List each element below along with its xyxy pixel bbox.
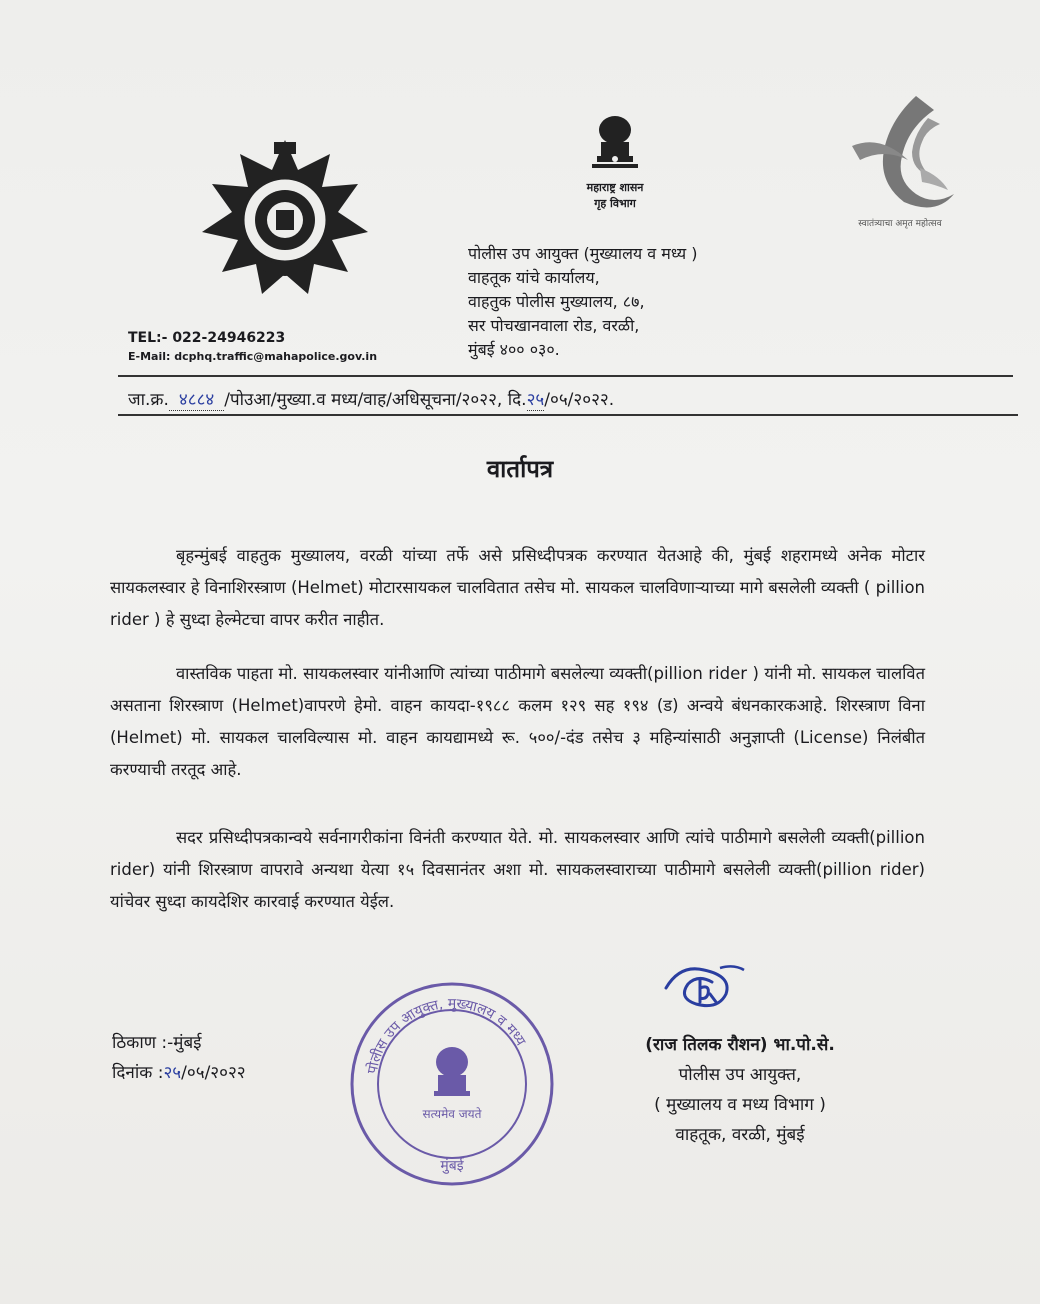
place-date-block	[112, 1028, 246, 1088]
paragraph-text: वास्तविक पाहता मो. सायकलस्वार यांनीआणि त्यांच्या पाठीमागे बसलेल्या व्यक्ती(pillion rider ) यांनी मो. सायकल चालवित असताना शिरस्त्राण (Helmet)वापरणे हेमो. वाहन कायदा-१९८८ कलम १२९ सह १९४ (ड) अन्वये बंधनकारकआहे. शिरस्त्राण विना (Helmet) मो. सायकल चालविल्यास मो. वाहन कायद्यामध्ये रू. ५००/-दंड तसेच ३ महिन्यांसाठी अनुज्ञाप्ती (License) निलंबीत करण्याची तरतूद आहे.	[110, 664, 925, 779]
azadi-caption: स्वातंत्र्याचा अमृत महोत्सव	[858, 219, 942, 229]
place: ठिकाण :-मुंबई	[112, 1033, 202, 1053]
reference-line	[128, 387, 614, 410]
paragraph-1	[110, 540, 925, 636]
signatory-location: वाहतूक, वरळी, मुंबई	[675, 1125, 805, 1145]
signatory-department: ( मुख्यालय व मध्य विभाग )	[654, 1095, 826, 1115]
state-emblem	[570, 108, 660, 218]
office-address	[468, 242, 697, 362]
ref-prefix: जा.क्र.	[128, 390, 169, 410]
date-day: २५	[163, 1063, 182, 1083]
emblem-caption-dept: गृह विभाग	[594, 197, 636, 210]
ref-middle: /पोउआ/मुख्या.व मध्य/वाह/अधिसूचना/२०२२, दि.	[224, 390, 527, 410]
paragraph-2	[110, 658, 925, 786]
email: E-Mail: dcphq.traffic@mahapolice.gov.in	[128, 350, 378, 363]
stamp-emblem-icon	[434, 1047, 470, 1096]
signatory-block	[600, 1030, 880, 1150]
paragraph-3	[110, 822, 925, 918]
mumbai-police-seal-icon	[190, 132, 380, 302]
official-stamp	[346, 978, 558, 1190]
paragraph-text: सदर प्रसिध्दीपत्रकान्वये सर्वनागरीकांना विनंती करण्यात येते. मो. सायकलस्वार आणि त्यांचे पाठीमागे बसलेली व्यक्ती(pillion rider) यांनी शिरस्त्राण वापरावे अन्यथा येत्या १५ दिवसानंतर अशा मो. सायकलस्वाराच्या पाठीमागे बसलेली व्यक्ती(pillion rider) यांचेवर सुध्दा कायदेशिर कारवाई करण्यात येईल.	[110, 828, 925, 911]
amrit-mahotsav-logo-icon	[830, 90, 970, 214]
stamp-ring-text: पोलीस उप आयुक्त, मुख्यालय व मध्य	[364, 995, 529, 1076]
ref-date-day: २५	[526, 390, 545, 410]
stamp-motto: सत्यमेव जयते	[422, 1107, 482, 1121]
address-line: पोलीस उप आयुक्त (मुख्यालय व मध्य )	[468, 244, 698, 263]
date	[112, 1058, 246, 1088]
date-prefix: दिनांक :	[112, 1063, 164, 1083]
signatory-designation: पोलीस उप आयुक्त,	[678, 1065, 802, 1085]
ref-date-rest: /०५/२०२२.	[544, 390, 615, 410]
ashoka-emblem-icon	[570, 108, 660, 178]
address-line: मुंबई ४०० ०३०.	[468, 340, 560, 359]
emblem-caption-state: महाराष्ट्र शासन	[586, 181, 644, 194]
reference-rule	[118, 414, 1018, 416]
azadi-logo	[830, 90, 970, 240]
address-line: वाहतूक यांचे कार्यालय,	[468, 268, 600, 287]
handwritten-signature	[660, 958, 750, 1014]
header-rule	[118, 375, 1013, 377]
address-line: वाहतुक पोलीस मुख्यालय, ८७,	[468, 292, 645, 311]
paragraph-text: बृहन्मुंबई वाहतुक मुख्यालय, वरळी यांच्या तर्फे असे प्रसिध्दीपत्रक करण्यात येतआहे की, मुंबई शहरामध्ये अनेक मोटार सायकलस्वार हे विनाशिरस्त्राण (Helmet) मोटारसायकल चालवितात तसेच मो. सायकल चालविणाऱ्याच्या मागे बसलेली व्यक्ती ( pillion rider ) हे सुध्दा हेल्मेटचा वापर करीत नाहीत.	[110, 546, 925, 629]
stamp-city: मुंबई	[440, 1158, 464, 1174]
telephone: TEL:- 022-24946223	[128, 330, 286, 346]
date-rest: /०५/२०२२	[181, 1063, 246, 1083]
ref-number: ४८८४	[169, 390, 224, 411]
document-title: वार्तापत्र	[486, 455, 554, 483]
contact-block	[128, 330, 377, 363]
signatory-name: (राज तिलक रौशन) भा.पो.से.	[645, 1035, 835, 1055]
address-line: सर पोचखानवाला रोड, वरळी,	[468, 316, 640, 335]
